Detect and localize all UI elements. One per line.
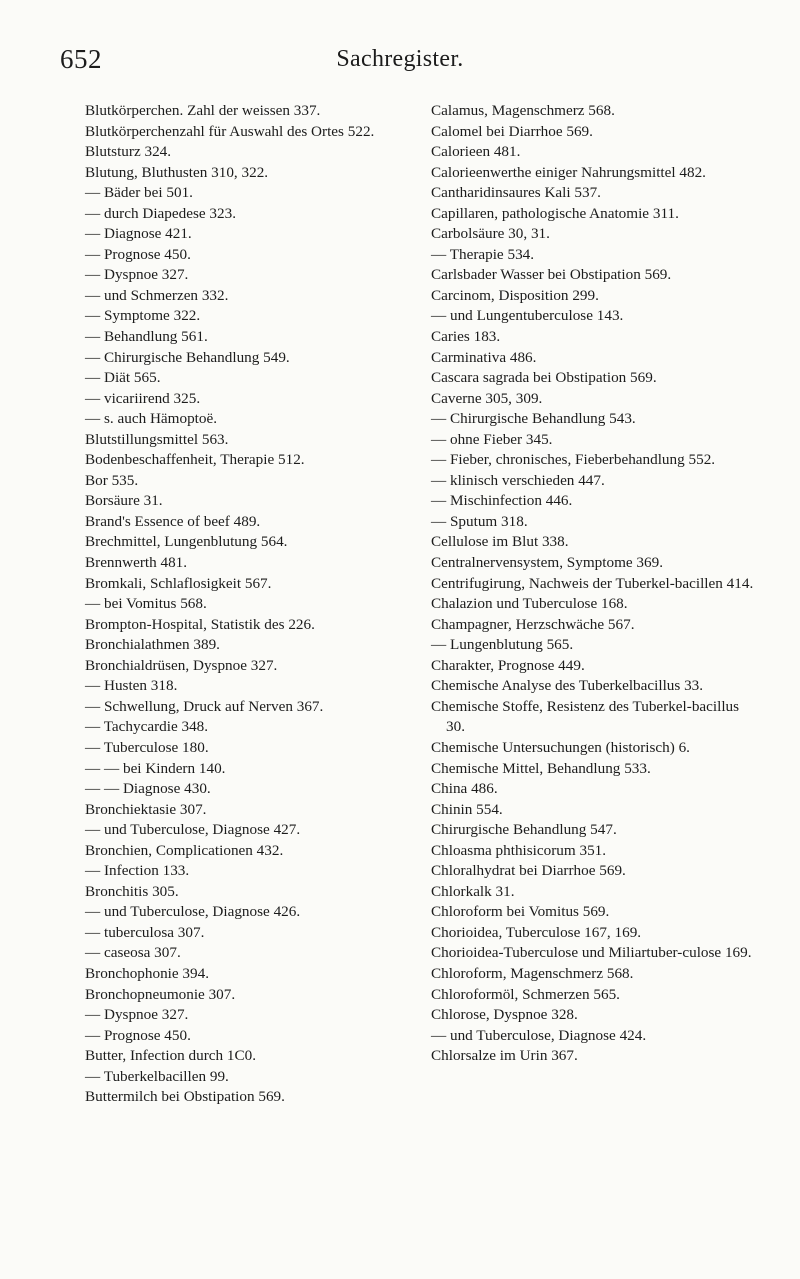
index-entry: Caries 183. (431, 328, 501, 346)
index-entry: — Tuberculose 180. (85, 738, 209, 756)
index-entry: Bronchien, Complicationen 432. (85, 841, 284, 859)
index-entry: Blutsturz 324. (85, 143, 172, 161)
index-entry: — Sputum 318. (431, 512, 528, 530)
index-entry: Centrifugirung, Nachweis der Tuberkel-bacillen 414. (431, 574, 754, 592)
index-entry: Chemische Mittel, Behandlung 533. (431, 759, 651, 777)
index-entry: Buttermilch bei Obstipation 569. (85, 1088, 285, 1106)
index-entry: Chloroform, Magenschmerz 568. (431, 964, 634, 982)
index-entry: Chloroform bei Vomitus 569. (431, 903, 610, 921)
index-entry: Brompton-Hospital, Statistik des 226. (85, 615, 315, 633)
index-entry: Bor 535. (85, 471, 139, 489)
running-title: Sachregister. (336, 46, 464, 72)
index-entry: Blutkörperchenzahl für Auswahl des Ortes 522. (85, 122, 375, 140)
index-entry: — vicariirend 325. (85, 389, 201, 407)
index-entry: — und Schmerzen 332. (85, 286, 229, 304)
index-entry: — Fieber, chronisches, Fieberbehandlung 552. (431, 451, 716, 469)
index-entry: Chinin 554. (431, 800, 503, 818)
index-entry: Bronchophonie 394. (85, 964, 210, 982)
index-entry: China 486. (431, 780, 498, 798)
index-entry: — Behandlung 561. (85, 328, 208, 346)
index-entry: — — bei Kindern 140. (85, 759, 226, 777)
index-entry: — — Diagnose 430. (85, 780, 211, 798)
index-entry: Capillaren, pathologische Anatomie 311. (431, 204, 679, 222)
index-entry: — Dyspnoe 327. (85, 266, 189, 284)
index-entry: Chemische Untersuchungen (historisch) 6. (431, 738, 690, 756)
index-entry: Bromkali, Schlaflosigkeit 567. (85, 574, 272, 592)
index-entry: — durch Diapedese 323. (85, 204, 236, 222)
index-entry: Blutung, Bluthusten 310, 322. (85, 163, 269, 181)
index-entry: Calorieenwerthe einiger Nahrungsmittel 482. (431, 163, 706, 181)
index-entry: Carminativa 486. (431, 348, 537, 366)
index-entry: Bronchiektasie 307. (85, 800, 207, 818)
page-header (60, 44, 740, 78)
index-entry: Chirurgische Behandlung 547. (431, 821, 617, 839)
index-entry: Brennwerth 481. (85, 554, 188, 572)
index-entry: Charakter, Prognose 449. (431, 656, 585, 674)
index-entry: Chorioidea-Tuberculose und Miliartuber-culose 169. (431, 944, 752, 962)
index-entry: Bodenbeschaffenheit, Therapie 512. (85, 451, 305, 469)
index-entry: Butter, Infection durch 1C0. (85, 1047, 257, 1065)
index-entry: Chlorsalze im Urin 367. (431, 1047, 578, 1065)
index-entry: — Diät 565. (85, 369, 161, 387)
index-entry: — Diagnose 421. (85, 225, 192, 243)
index-entry: — Husten 318. (85, 677, 178, 695)
index-entry: Brechmittel, Lungenblutung 564. (85, 533, 288, 551)
index-entry: — Mischinfection 446. (431, 492, 573, 510)
index-entry: Chlorose, Dyspnoe 328. (431, 1006, 578, 1024)
index-entry: — und Tuberculose, Diagnose 427. (85, 821, 301, 839)
index-entry: Champagner, Herzschwäche 567. (431, 615, 635, 633)
index-entry: Cantharidinsaures Kali 537. (431, 184, 601, 202)
index-entry: Chloralhydrat bei Diarrhoe 569. (431, 862, 626, 880)
index-entry: — Symptome 322. (85, 307, 201, 325)
index-entry: — und Lungentuberculose 143. (431, 307, 624, 325)
index-entry: Borsäure 31. (85, 492, 163, 510)
index-entry: — caseosa 307. (85, 944, 181, 962)
index-entry: Chlorkalk 31. (431, 882, 515, 900)
index-entry: — tuberculosa 307. (85, 923, 205, 941)
index-entry: — bei Vomitus 568. (85, 595, 207, 613)
index-entry: — Therapie 534. (431, 245, 535, 263)
index-entry: Blutkörperchen. Zahl der weissen 337. (85, 102, 321, 119)
index-entry: — Schwellung, Druck auf Nerven 367. (85, 697, 324, 715)
index-entry: Brand's Essence of beef 489. (85, 512, 261, 530)
index-entry: Cascara sagrada bei Obstipation 569. (431, 369, 657, 387)
index-entry: Chemische Analyse des Tuberkelbacillus 33. (431, 677, 704, 695)
index-entry: — Prognose 450. (85, 1026, 191, 1044)
index-column-left (85, 101, 415, 1108)
index-entry: — klinisch verschieden 447. (431, 471, 605, 489)
index-column-right (431, 101, 761, 1067)
index-entry: Bronchitis 305. (85, 882, 179, 900)
index-entry: Carbolsäure 30, 31. (431, 225, 550, 243)
index-entry: — s. auch Hämoptoë. (85, 410, 218, 428)
index-entry: Bronchialathmen 389. (85, 636, 220, 654)
index-entry: Calamus, Magenschmerz 568. (431, 102, 615, 119)
index-entry: Chalazion und Tuberculose 168. (431, 595, 628, 613)
index-entry: Bronchialdrüsen, Dyspnoe 327. (85, 656, 278, 674)
index-entry: — und Tuberculose, Diagnose 426. (85, 903, 301, 921)
index-entry: — Chirurgische Behandlung 549. (85, 348, 290, 366)
index-entry: — Dyspnoe 327. (85, 1006, 189, 1024)
index-entry: — Lungenblutung 565. (431, 636, 574, 654)
index-entry: Blutstillungsmittel 563. (85, 430, 229, 448)
index-entry: — ohne Fieber 345. (431, 430, 553, 448)
index-entry: — Chirurgische Behandlung 543. (431, 410, 636, 428)
index-entry: — und Tuberculose, Diagnose 424. (431, 1026, 647, 1044)
index-entry: Cellulose im Blut 338. (431, 533, 569, 551)
index-entry: Chorioidea, Tuberculose 167, 169. (431, 923, 642, 941)
index-entry: Chloroformöl, Schmerzen 565. (431, 985, 620, 1003)
page-number: 652 (60, 44, 102, 74)
index-entry: Carcinom, Disposition 299. (431, 286, 599, 304)
index-entry: — Tachycardie 348. (85, 718, 209, 736)
index-entry: — Bäder bei 501. (85, 184, 193, 202)
index-entry: Carlsbader Wasser bei Obstipation 569. (431, 266, 672, 284)
index-entry: Bronchopneumonie 307. (85, 985, 236, 1003)
index-entry: Calomel bei Diarrhoe 569. (431, 122, 593, 140)
index-entry: Centralnervensystem, Symptome 369. (431, 554, 663, 572)
index-entry: — Prognose 450. (85, 245, 191, 263)
index-entry: — Tuberkelbacillen 99. (85, 1067, 229, 1085)
index-entry: Chemische Stoffe, Resistenz des Tuberkel-bacillus 30. (431, 697, 740, 736)
index-entry: Caverne 305, 309. (431, 389, 543, 407)
index-entry: Calorieen 481. (431, 143, 521, 161)
index-entry: Chloasma phthisicorum 351. (431, 841, 607, 859)
index-entry: — Infection 133. (85, 862, 190, 880)
